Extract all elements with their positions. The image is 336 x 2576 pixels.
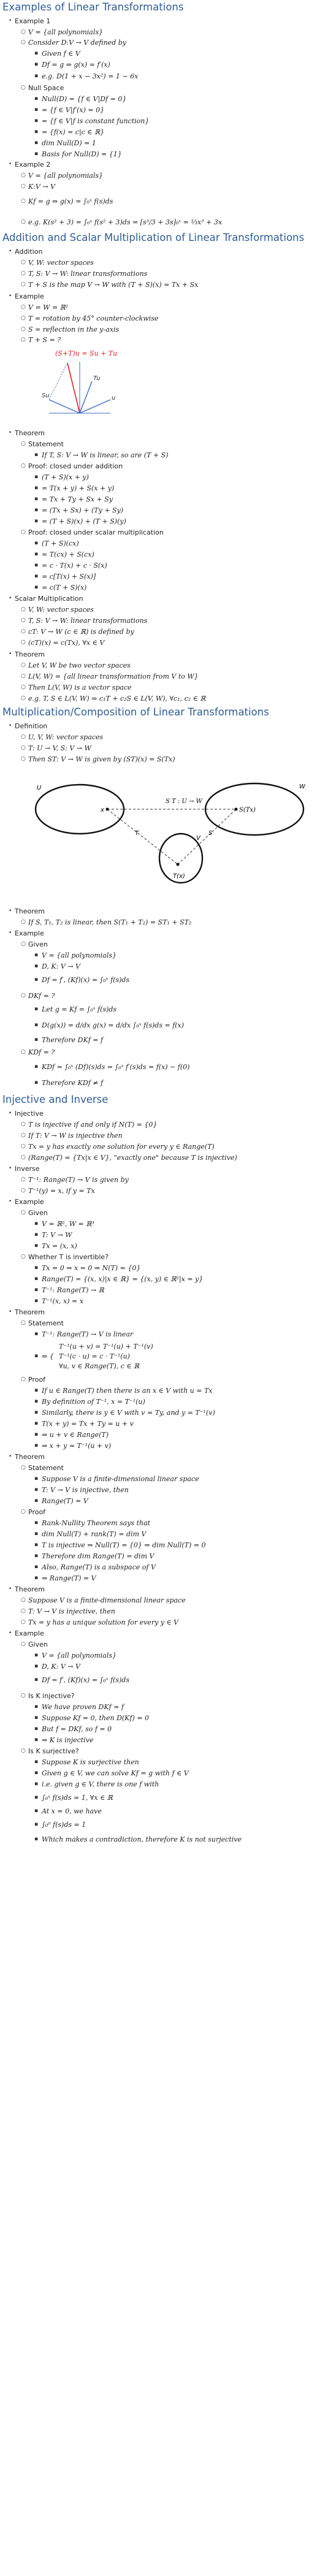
list-item: Range(T) = V [42,1497,88,1505]
list-item: Suppose V is a finite-dimensional linear space [28,1596,186,1604]
figure-label: (S+T)u = Su + Tu [55,349,118,357]
list-item: D(g(x)) = d/dx g(x) = d/dx ∫₀ˣ f(s)ds = f(x) [42,1021,185,1029]
list-item: Proof [28,1376,46,1384]
list-item: Scalar Multiplication [15,595,83,603]
list-item: T, S: V → W: linear transformations [28,270,148,278]
list-item: V = ℝ², W = ℝ³ [42,1220,94,1228]
list-item: Given [28,940,48,948]
list-item: Df = f′, (Kf)(x) = ∫₀ˣ f(s)ds [42,976,130,984]
figure-label: S(Tx) [239,807,256,814]
list-item: Therefore dim Range(T) = dim V [42,1552,155,1560]
list-item: Example [15,929,44,937]
list-item: = (Tx + Sx) + (Ty + Sy) [42,506,124,514]
list-item: Also, Range(T) is a subspace of V [42,1563,156,1571]
list-item: T is injective if and only if N(T) = {0} [28,1121,158,1129]
list-item: Similarly, there is y ∈ V with v = Ty, and y = T⁻¹(v) [42,1409,215,1417]
list-item: Given g ∈ V, we can solve Kf = g with f ∈ V [42,1769,189,1777]
list-item: Kf = g ⇔ g(x) = ∫₀ˣ f(s)ds [28,197,113,205]
list-item: V = W = ℝ² [28,303,69,311]
list-item: Whether T is invertible? [28,1253,109,1261]
list-item: Theorem [15,650,45,658]
vector-sum-figure [25,345,129,424]
list-item: ∀u, v ∈ Range(T), c ∈ ℝ [59,1362,140,1370]
list-item: Proof: closed under addition [28,462,123,470]
figure-label: U [37,785,42,791]
list-item: T: V → V is injective, then [42,1486,129,1494]
list-item: T⁻¹(c · u) = c · T⁻¹(u) [59,1352,130,1360]
list-item: Statement [28,1464,64,1472]
list-item: T is injective ⇒ Null(T) = {0} ⇒ dim Null(T) = 0 [42,1541,206,1549]
list-item: L(V, W) = {all linear transformation from V to W} [28,673,199,680]
list-item: Statement [28,1319,64,1327]
list-item: V = {all polynomials} [42,1652,117,1660]
list-item: KDf = ? [28,1048,55,1056]
list-item: T⁻¹(u + v) = T⁻¹(u) + T⁻¹(v) [59,1343,153,1351]
list-item: (Range(T) = {Tx|x ∈ V}, "exactly one" because T is injective) [28,1154,237,1162]
list-item: T = rotation by 45° counter-clockwise [28,314,159,322]
list-item: D, K: V → V [42,1663,80,1671]
section-title: Injective and Inverse [2,1094,109,1105]
list-item: Given f ∈ V [42,50,80,58]
section-title: Addition and Scalar Multiplication of Linear Transformations [2,232,305,243]
list-item: i.e. given g ∈ V, there is one f with [42,1780,159,1788]
list-item: T⁻¹(y) = x, if y = Tx [28,1187,95,1195]
list-item: Suppose V is a finite-dimensional linear space [42,1475,199,1483]
list-item: Then ST: V → W is given by (ST)(x) = S(Tx) [28,755,175,763]
list-item: T⁻¹: Range(T) → V is given by [28,1176,129,1184]
list-item: Inverse [15,1165,40,1173]
section-title: Examples of Linear Transformations [2,1,184,13]
list-item: Theorem [15,1585,45,1593]
list-item: ⇒ x + y = T⁻¹(u + v) [42,1442,112,1450]
figure-label: T [135,830,139,837]
list-item: T + S is the map V → W with (T + S)(x) = Tx + Sx [28,281,199,289]
list-item: Theorem [15,1453,45,1461]
list-item: Theorem [15,429,45,437]
list-item: If S, T₁, T₂ is linear, then S(T₁ + T₂) = ST₁ + ST₂ [28,918,192,926]
list-item: Null Space [28,84,64,92]
list-item: Therefore KDf ≠ f [42,1079,104,1087]
list-item: If T, S: V → W is linear, so are (T + S) [42,451,169,459]
list-item: But f = DKf, so f = 0 [42,1725,112,1733]
list-item: T⁻¹: Range(T) → ℝ [42,1286,104,1294]
list-item: = {f(x) = c|c ∈ ℝ} [42,128,105,136]
list-item: = {f ∈ V|f is constant function} [42,117,150,125]
composition-figure [25,766,319,901]
list-item: Proof: closed under scalar multiplication [28,528,164,536]
figure-label: Su [42,392,50,399]
list-item: S = reflection in the y-axis [28,326,120,333]
list-item: DKf = ? [28,992,55,1000]
list-item: Suppose K is surjective then [42,1758,139,1766]
list-item: T⁻¹(x, x) = x [42,1297,83,1305]
list-item: Example 1 [15,17,51,25]
list-item: (cT)(x) = c(Tx), ∀x ∈ V [28,639,105,647]
list-item: T: U → V, S: V → W [28,744,91,752]
list-item: = (T + S)(x) + (T + S)(y) [42,517,126,525]
list-item: e.g. T, S ∈ L(V, W) ⇒ c₁T + c₂S ∈ L(V, W), ∀c₁, c₂ ∈ ℝ [28,695,206,703]
list-item: cT: V → W (c ∈ ℝ) is defined by [28,628,134,636]
list-item: (T + S)(x + y) [42,473,89,481]
list-item: Rank-Nullity Theorem says that [42,1519,151,1527]
list-item: Tx = y has exactly one solution for every y ∈ Range(T) [28,1143,215,1151]
list-item: Is K injective? [28,1692,75,1700]
list-item: Df = f′, (Kf)(x) = ∫₀ˣ f(s)ds [42,1676,130,1684]
list-item: Therefore DKf = f [42,1036,104,1044]
list-item: e.g. D(1 + x − 3x²) = 1 − 6x [42,72,139,80]
list-item: Injective [15,1110,44,1118]
list-item: Null(D) = {f ∈ V|Df = 0} [42,95,127,103]
list-item: Theorem [15,1308,45,1316]
list-item: Tx = (x, x) [42,1242,77,1250]
figure-label: T(x) [173,873,185,880]
list-item: = {f ∈ V|f′(x) = 0} [42,106,105,114]
list-item: V, W: vector spaces [28,606,94,614]
list-item: At x = 0, we have [42,1807,102,1815]
list-item: dim Null(D) = 1 [42,139,96,147]
list-item: We have proven DKf = f [42,1703,124,1711]
list-item: K:V → V [28,183,56,191]
section-title: Multiplication/Composition of Linear Transformations [2,706,269,718]
list-item: = c · T(x) + c · S(x) [42,562,107,570]
list-item: D, K: V → V [42,962,80,970]
list-item: = T(cx) + S(cx) [42,551,94,558]
list-item: Proof [28,1508,46,1516]
list-item: (T + S)(cx) [42,539,79,547]
list-item: T: V → V is injective, then [28,1607,115,1615]
list-item: KDf = ∫₀ˣ (Df)(s)ds = ∫₀ˣ f′(s)ds = f(x) − f(0) [42,1063,190,1071]
figure-label: Tu [93,375,101,382]
list-item: Tx = y has a unique solution for every y ∈ V [28,1618,179,1626]
list-item: = c[T(x) + S(x)] [42,573,96,581]
list-item: Theorem [15,907,45,915]
list-item: ⇒ K is injective [42,1736,94,1744]
list-item: T(x + y) = Tx + Ty = u + v [42,1420,134,1428]
list-item: ⇒ Range(T) = V [42,1574,96,1582]
list-item: Tx = 0 ⇒ x = 0 ⇒ N(T) = {0} [42,1264,141,1272]
list-item: Range(T) = {(x, x)|x ∈ ℝ} = {(x, y) ∈ ℝ²|x = y} [42,1275,204,1283]
list-item: Then L(V, W) is a vector space [28,684,132,692]
list-item: Given [28,1640,48,1648]
figure-label: S T : U → W [166,798,202,805]
list-item: = c(T + S)(x) [42,584,87,592]
list-item: ∫₀ˣ f(s)ds = 1, ∀x ∈ ℝ [42,1794,113,1802]
list-item: ∫₀⁰ f(s)ds = 1 [42,1821,86,1829]
list-item: = T(x + y) + S(x + y) [42,484,115,492]
list-item: Given [28,1209,48,1217]
list-item: Let V, W be two vector spaces [28,661,131,669]
list-item: Consider D:V → V defined by [28,39,126,47]
list-item: ⇒ u + v ∈ Range(T) [42,1431,109,1439]
list-item: Basis for Null(D) = {1} [42,150,122,158]
list-item: If u ∈ Range(T) then there is an x ∈ V with u = Tx [42,1387,213,1395]
figure-label: u [112,395,116,402]
list-item: Is K surjective? [28,1747,79,1755]
list-item: U, V, W: vector spaces [28,733,104,741]
list-item: Let g = Kf = ∫₀ˣ f(s)ds [42,1005,117,1013]
list-item: V = {all polynomials} [28,172,104,180]
list-item: Df = g ⇔ g(x) = f′(x) [42,61,110,69]
list-item: Example 2 [15,161,51,169]
list-item: Example [15,1629,44,1637]
list-item: e.g. K(s² + 3) = ∫₀ˣ f(s² + 3)ds = [s³/3 + 3s]₀ˣ = ⅓x³ + 3x [28,218,223,226]
list-item: dim Null(T) + rank(T) = dim V [42,1530,147,1538]
list-item: Which makes a contradiction, therefore K is not surjective [42,1835,242,1843]
list-item: Definition [15,722,48,730]
list-item: T: V → W [42,1231,72,1239]
list-item: T + S = ? [28,336,61,344]
figure-label: x [101,807,104,814]
figure-label: V [196,835,200,842]
list-item: Example [15,292,44,300]
list-item: Suppose Kf = 0, then D(Kf) = 0 [42,1714,149,1722]
list-item: By definition of T⁻¹, x = T⁻¹(u) [42,1398,145,1406]
list-item: T, S: V → W: linear transformations [28,617,148,625]
list-item: = Tx + Ty + Sx + Sy [42,495,113,503]
brace: ⇔ { [42,1352,54,1360]
list-item: Addition [15,248,43,256]
list-item: Example [15,1198,44,1206]
figure-label: S [208,830,213,837]
list-item: Statement [28,440,64,448]
list-item: T⁻¹: Range(T) → V is linear [42,1330,134,1338]
list-item: If T: V → W is injective then [28,1132,123,1140]
list-item: V, W: vector spaces [28,259,94,267]
list-item: V = {all polynomials} [42,951,117,959]
bullet: • [9,18,12,24]
figure-label: W [299,783,305,790]
list-item: V = {all polynomials} [28,28,104,36]
